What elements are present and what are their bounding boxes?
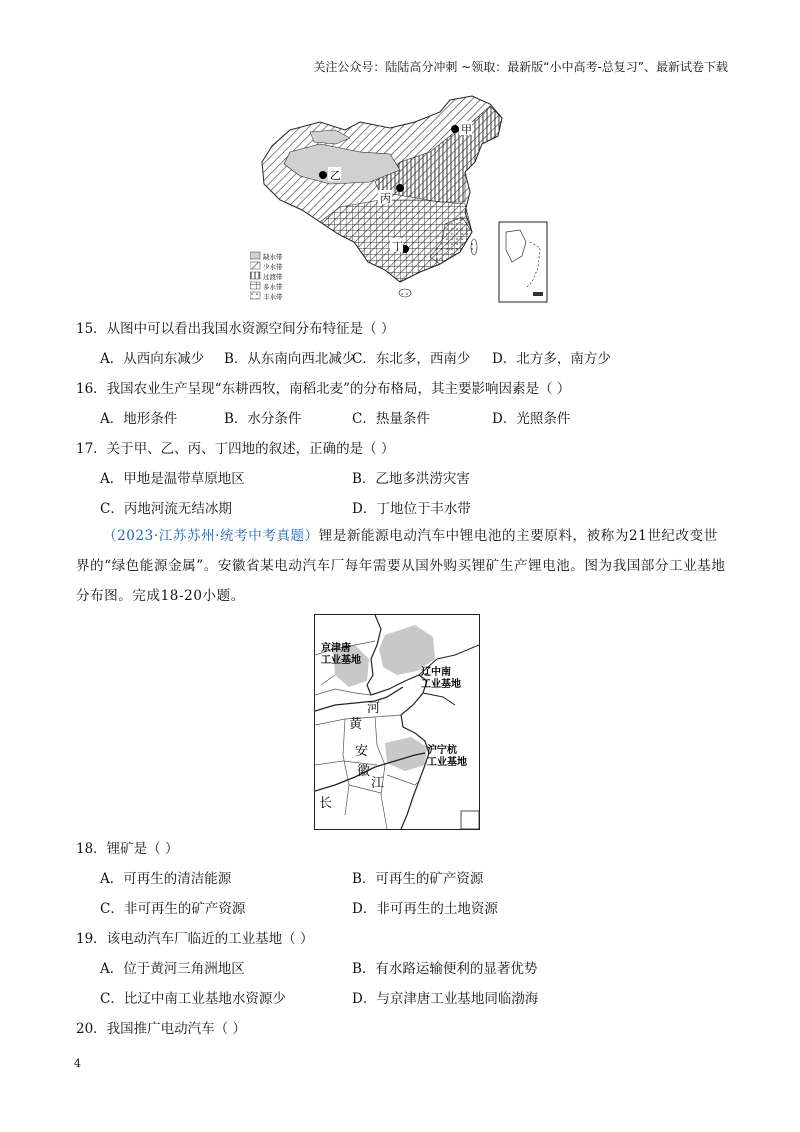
point-jia [451,125,459,133]
point-yi [319,171,327,179]
q16-option-c[interactable]: C．热量条件 [352,411,430,427]
jiang-label: 江 [371,776,385,791]
page-number: 4 [74,1057,81,1070]
lzn-label-1: 辽中南 [421,667,451,678]
q16-option-a[interactable]: A．地形条件 [100,411,178,427]
q17-option-b[interactable]: B．乙地多洪涝灾害 [352,471,470,487]
south-china-sea-inset [499,222,547,302]
an-label: 安 [355,744,369,759]
q19-option-b[interactable]: B．有水路运输便利的显著优势 [352,961,538,977]
hnh-label-2: 工业基地 [427,757,467,768]
hnh-label-1: 沪宁杭 [427,745,457,756]
question-17-stem: 17．关于甲、乙、丙、丁四地的叙述，正确的是（ ） [76,441,395,457]
q18-option-d[interactable]: D．非可再生的土地资源 [352,901,498,917]
jjt-label-1: 京津唐 [321,643,351,654]
question-15-stem: 15．从图中可以看出我国水资源空间分布特征是（ ） [76,321,395,337]
q17-option-c[interactable]: C．丙地河流无结冰期 [100,501,232,517]
industrial-base-map [314,614,480,830]
q18-option-b[interactable]: B．可再生的矿产资源 [352,871,484,887]
passage-text: 锂是新能源电动汽车中锂电池的主要原料，被称为21世纪改变世界的“绿色能源金属”。安徽省某电动汽车厂每年需要从国外购买锂矿生产锂电池。图为我国部分工业基地分布图。完成18-20小题。 [76,528,726,604]
label-bing: 丙 [380,192,391,205]
q16-option-d[interactable]: D．光照条件 [492,411,571,427]
yellow-river [315,687,403,711]
legend-1: 缺水带 [263,253,283,261]
he-label: 河 [367,701,381,716]
passage [76,521,726,611]
point-bing [396,184,404,192]
q18-option-a[interactable]: A．可再生的清洁能源 [100,871,232,887]
label-yi: 乙 [330,169,341,182]
q18-option-c[interactable]: C．非可再生的矿产资源 [100,901,246,917]
legend-3: 过渡带 [263,273,283,281]
q15-option-b[interactable]: B．从东南向西北减少 [224,351,356,367]
lzn-label-2: 工业基地 [421,679,461,690]
q15-option-c[interactable]: C．东北多，西南少 [352,351,471,367]
map1-legend [250,252,283,301]
header-note: 关注公众号：陆陆高分冲刺 ~领取：最新版“小中高考-总复习”、最新试卷下载 [313,60,728,74]
hui-label: 徽 [357,764,371,779]
label-ding: 丁 [392,240,403,253]
q19-option-d[interactable]: D．与京津唐工业基地同临渤海 [352,991,539,1007]
q15-option-a[interactable]: A．从西向东减少 [100,351,205,367]
legend-5: 丰水带 [263,293,283,301]
legend-2: 少水带 [263,263,283,271]
q15-option-d[interactable]: D．北方多，南方少 [492,351,611,367]
q19-option-a[interactable]: A．位于黄河三角洲地区 [100,961,245,977]
q17-option-a[interactable]: A．甲地是温带草原地区 [100,471,245,487]
question-19-stem: 19．该电动汽车厂临近的工业基地（ ） [76,931,314,947]
q17-option-d[interactable]: D．丁地位于丰水带 [352,501,471,517]
q19-option-c[interactable]: C．比辽中南工业基地水资源少 [100,991,286,1007]
china-water-map [250,92,550,306]
huang-label: 黄 [349,717,363,732]
question-20-stem: 20．我国推广电动汽车（ ） [76,1021,246,1037]
question-16-stem: 16．我国农业生产呈现“东耕西牧，南稻北麦”的分布格局，其主要影响因素是（ ） [76,381,571,397]
q16-option-b[interactable]: B．水分条件 [224,411,302,427]
label-jia: 甲 [461,123,472,136]
jjt-label-2: 工业基地 [321,655,361,666]
question-18-stem: 18．锂矿是（ ） [76,841,179,857]
passage-source: （2023·江苏苏州·统考中考真题） [103,528,319,544]
legend-4: 多水带 [263,283,283,291]
chang-label: 长 [319,796,333,811]
